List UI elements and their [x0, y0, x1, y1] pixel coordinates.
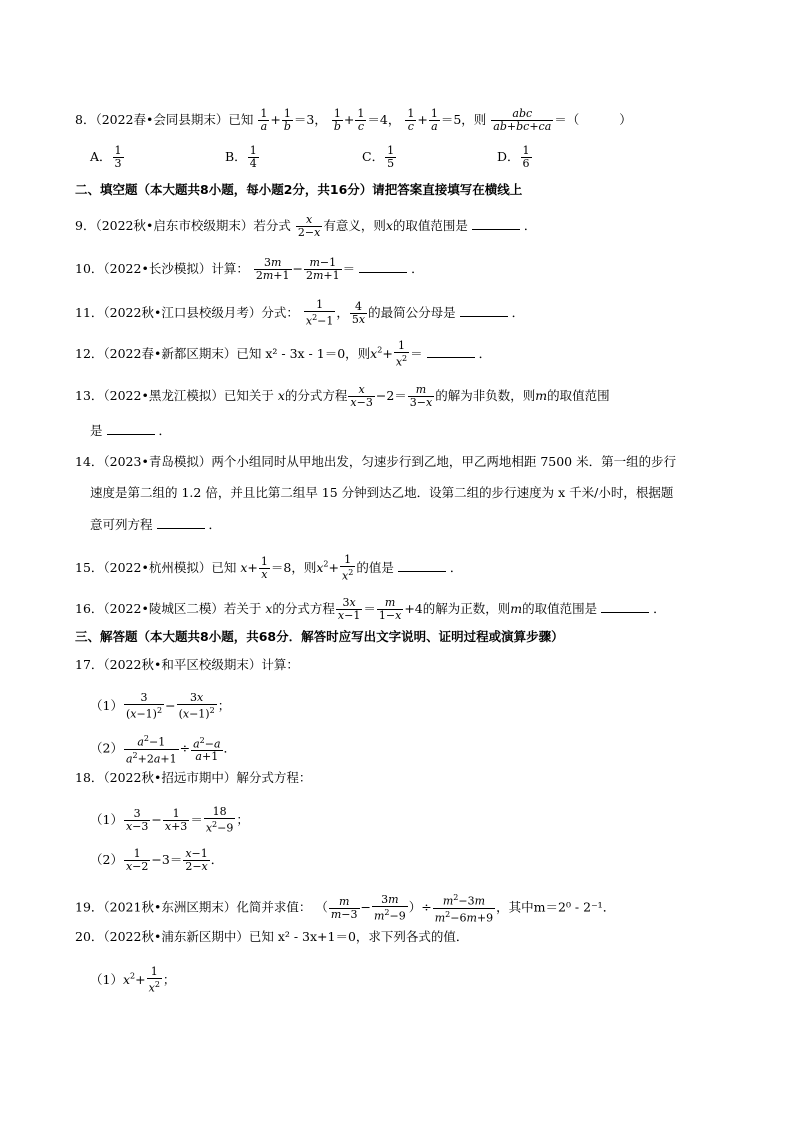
question-18-part2: （2） $\frac{1}{x-2}$ −3＝ $\frac{x-1}{2-x}$ ．: [90, 847, 224, 873]
option-d: D． $\frac{1}{6}$: [497, 144, 530, 170]
question-12: 12．（2022春•新都区期末）已知 x² - 3x - 1＝0，则$x^2+$ $\frac{1}{x^2}$ ＝ ．: [75, 339, 492, 369]
question-13: 13．（2022•黑龙江模拟）已知关于 x的分式方程 $\frac{x}{x-3}$ −2＝ $\frac{m}{3-x}$ 的解为非负数，则m的取值范围: [75, 383, 610, 409]
question-15: 15．（2022•杭州模拟）已知 x+ $\frac{1}{x}$ ＝8，则$x^2+$ $\frac{1}{x^2}$ 的值是 ．: [75, 553, 463, 583]
question-10: 10．（2022•长沙模拟）计算： $\frac{3m}{2m+1}$ − $\frac{m-1}{2m+1}$ ＝ ．: [75, 256, 424, 282]
question-14-line3: 意可列方程 ．: [90, 517, 222, 532]
question-17: 17．（2022秋•和平区校级期末）计算：: [75, 657, 299, 672]
option-b: B． $\frac{1}{4}$: [225, 144, 257, 170]
question-17-part2: （2） $\frac{a^2-1}{a^2+2a+1}$ ÷ $\frac{a^2-a}{a+1}$ ．: [90, 734, 237, 766]
question-18-part1: （1） $\frac{3}{x-3}$ − $\frac{1}{x+3}$ ＝ $\frac{18}{x^2-9}$ ；: [90, 805, 249, 835]
question-8: 8．（2022春•会同县期末）已知 $\frac{1}{a}$ + $\frac{1}{b}$ ＝3， $\frac{1}{b}$ + $\frac{1}{c}$ ＝4， $\frac{1}{c}$ + $\frac{1}{a}$ ＝5，则 $\frac{\text{abc}}{ab+bc+ca}$ ＝（ ）: [75, 107, 632, 133]
question-18: 18．（2022秋•招远市期中）解分式方程：: [75, 770, 312, 785]
section-fill-in-heading: 二、填空题（本大题共8小题，每小题2分，共16分）请把答案直接填写在横线上: [75, 182, 523, 197]
question-14-line1: 14．（2023•青岛模拟）两个小组同时从甲地出发，匀速步行到乙地，甲乙两地相距 7500 米．第一组的步行: [75, 454, 677, 469]
question-17-part1: （1） $\frac{3}{(x-1)^2}$ − $\frac{3x}{(x-1)^2}$ ；: [90, 691, 231, 721]
option-c: C． $\frac{1}{5}$: [362, 144, 395, 170]
question-9: 9．（2022秋•启东市校级期末）若分式 $\frac{x}{2-x}$ 有意义，则x的取值范围是 ．: [75, 213, 537, 239]
question-20-part1: $(1)x^2+$ $\frac{1}{x^2}$ ；: [90, 965, 176, 995]
question-11: 11．（2022秋•江口县校级月考）分式： $\frac{1}{x^2-1}$ ， $\frac{4}{5x}$ 的最简公分母是 ．: [75, 298, 525, 328]
question-20: 20．（2022秋•浦东新区期中）已知 x² - 3x+1＝0，求下列各式的值．: [75, 929, 469, 944]
question-13-line2: 是 ．: [90, 423, 172, 438]
question-14-line2: 速度是第二组的 1.2 倍，并且比第二组早 15 分钟到达乙地．设第二组的步行速度为 x 千米/小时，根据题: [90, 485, 674, 500]
section-solve-heading: 三、解答题（本大题共8小题，共68分．解答时应写出文字说明、证明过程或演算步骤）: [75, 629, 564, 644]
question-16: 16．（2022•陵城区二模）若关于 x的分式方程 $\frac{3x}{x-1}$ ＝ $\frac{m}{1-x}$ +4的解为正数，则m的取值范围是 ．: [75, 596, 666, 622]
question-19: 19．（2021秋•东洲区期末）化简并求值： （ $\frac{m}{m-3}$ − $\frac{3m}{m^2-9}$ ）÷ $\frac{m^2-3m}{m^2-6m+9}$ ，其中m＝2⁰ - 2⁻¹．: [75, 892, 616, 925]
option-a: A． $\frac{1}{3}$: [90, 144, 122, 170]
